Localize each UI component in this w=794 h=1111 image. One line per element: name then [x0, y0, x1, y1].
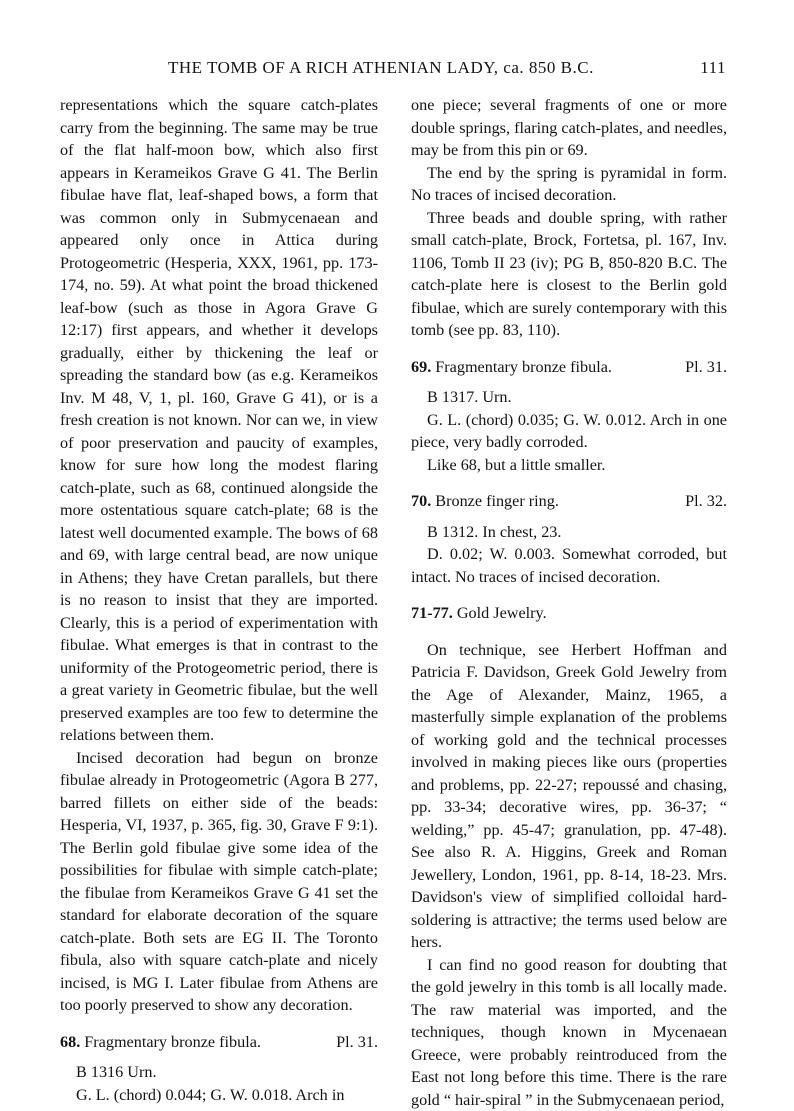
- right-paragraph-4: On technique, see Herbert Hoffman and Patricia F. Davidson, Greek Gold Jewelry from the Age of Alexander, Mainz, 1965, a masterfully simple explanation of the problems of working gold and the technical processes involved in making pieces like ours (properties and problems, pp. 22-27; repoussé and chasing, pp. 33-34; decorative wires, pp. 36-37; “ welding,” pp. 45-47; granulation, pp. 47-48). See also R. A. Higgins, Greek and Roman Jewellery, London, 1961, pp. 8-14, 18-23. Mrs. Davidson's view of simplified colloidal hard-soldering is attractive; the terms used below are hers.: [411, 639, 727, 954]
- entry-69-note: Like 68, but a little smaller.: [411, 454, 727, 477]
- entry-70-inventory: B 1312. In chest, 23.: [411, 521, 727, 544]
- section-gold-jewelry-heading: [411, 602, 727, 625]
- section-number: 71-77.: [411, 604, 453, 622]
- section-title: Gold Jewelry.: [457, 604, 547, 622]
- left-paragraph-2: Incised decoration had begun on bronze fibulae already in Protogeometric (Agora B 277, barred fillets on either side of the beads: Hesperia, VI, 1937, p. 365, fig. 30, Grave F 9:1). The Berlin gold fibulae give some idea of the possibilities for fibulae with simple catch-plate; the fibulae from Kerameikos Grave G 41 set the standard for elaborate decoration of the square catch-plate. Both sets are EG II. The Toronto fibula, also with square catch-plate and nicely incised, is MG I. Later fibulae from Athens are too poorly preserved to show any decoration.: [60, 747, 378, 1017]
- page-number: 111: [700, 58, 726, 78]
- running-title: THE TOMB OF A RICH ATHENIAN LADY, ca. 850 B.C.: [168, 58, 594, 78]
- entry-68-number: 68.: [60, 1033, 80, 1051]
- entry-68-title: Fragmentary bronze fibula.: [84, 1033, 261, 1051]
- left-paragraph-1: representations which the square catch-plates carry from the beginning. The same may be true of the flat half-moon bow, which also first appears in Kerameikos Grave G 41. The Berlin fibulae have flat, leaf-shaped bows, a form that was common only in Submycenaean and appeared only once in Attica during Protogeometric (Hesperia, XXX, 1961, pp. 173-174, no. 59). At what point the broad thickened leaf-bow (such as those in Agora Grave G 12:17) first appears, and whether it develops gradually, either by thickening the leaf or spreading the standard bow (as e.g. Kerameikos Inv. M 48, V, 1, pl. 160, Grave G 41), or is a fresh creation is not known. Nor can we, in view of poor preservation and paucity of examples, know for sure how long the modest flaring catch-plate, such as 68, continued alongside the more ostentatious square catch-plate; 68 is the latest well documented example. The bows of 68 and 69, with large central bead, are now unique in Athens; they have Cretan parallels, but there is no reason to insist that they are imported. Clearly, this is a period of experimentation with fibulae. What emerges is that in contrast to the uniformity of the Protogeometric period, there is a great variety in Geometric fibulae, but the well preserved examples are too few to determine the relations between them.: [60, 94, 378, 747]
- entry-69-title: Fragmentary bronze fibula.: [435, 358, 612, 376]
- entry-69-plate: Pl. 31.: [685, 356, 727, 379]
- right-paragraph-1: one piece; several fragments of one or more double springs, flaring catch-plates, and needles, may be from this pin or 69.: [411, 94, 727, 162]
- entry-70-heading: [411, 490, 727, 513]
- right-paragraph-2: The end by the spring is pyramidal in form. No traces of incised decoration.: [411, 162, 727, 207]
- entry-69-number: 69.: [411, 358, 431, 376]
- right-paragraph-5: I can find no good reason for doubting that the gold jewelry in this tomb is all locally made. The raw material was imported, and the techniques, though known in Mycenaean Greece, were probably reintroduced from the East not long before this time. There is the rare gold “ hair-spiral ” in the Submycenaean period,: [411, 954, 727, 1111]
- entry-70-dimensions: D. 0.02; W. 0.003. Somewhat corroded, but intact. No traces of incised decoration.: [411, 543, 727, 588]
- entry-68-dimensions: G. L. (chord) 0.044; G. W. 0.018. Arch in: [60, 1084, 378, 1107]
- right-paragraph-3: Three beads and double spring, with rather small catch-plate, Brock, Fortetsa, pl. 167, Inv. 1106, Tomb II 23 (iv); PG B, 850-820 B.C. The catch-plate here is closest to the Berlin gold fibulae, which are surely contemporary with this tomb (see pp. 83, 110).: [411, 207, 727, 342]
- entry-69-dimensions: G. L. (chord) 0.035; G. W. 0.012. Arch in one piece, very badly corroded.: [411, 409, 727, 454]
- entry-68-plate: Pl. 31.: [336, 1031, 378, 1054]
- entry-69-heading: [411, 356, 727, 379]
- left-column: [60, 94, 378, 1106]
- right-column: [411, 94, 727, 1111]
- entry-69-inventory: B 1317. Urn.: [411, 386, 727, 409]
- entry-70-title: Bronze finger ring.: [435, 492, 559, 510]
- entry-68-heading: [60, 1031, 378, 1054]
- entry-68-inventory: B 1316 Urn.: [60, 1061, 378, 1084]
- entry-70-number: 70.: [411, 492, 431, 510]
- entry-70-plate: Pl. 32.: [685, 490, 727, 513]
